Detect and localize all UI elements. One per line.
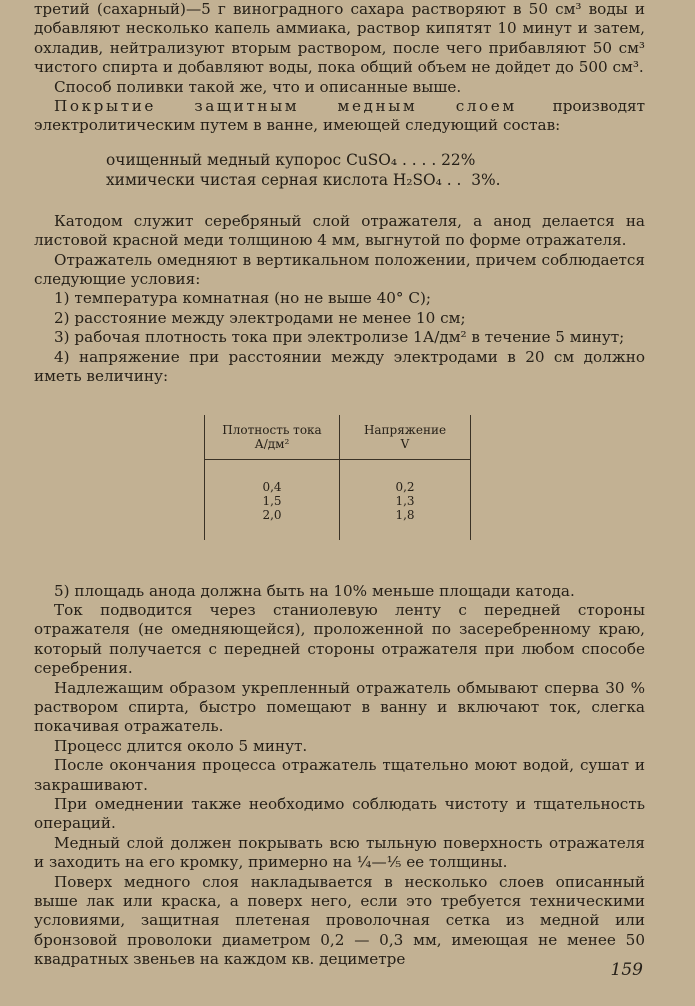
paragraph: После окончания процесса отражатель тщательно моют водой, сушат и закрашивают. <box>34 756 645 794</box>
table-header-voltage: Напряжение V <box>340 415 471 460</box>
list-item: 2) расстояние между электродами не менее 10 см; <box>54 308 466 327</box>
table-row <box>205 508 471 540</box>
paragraph: Катодом служит серебряный слой отражателя, а анод делается на листовой красной меди толщиною 4 мм, выгнутой по форме отражателя. <box>34 211 645 250</box>
table-row <box>205 494 471 508</box>
page-text <box>34 0 645 970</box>
list-item: 4) напряжение при расстоянии между электродами в 20 см должно иметь величину: <box>34 347 645 386</box>
paragraph: При омеднении также необходимо соблюдать чистоту и тщательность операций. <box>34 794 645 833</box>
paragraph: третий (сахарный)—5 г виноградного сахара растворяют в 50 см³ воды и добавляют несколько капель аммиака, раствор кипятят 10 минут и затем, охладив, нейтрализуют вторым раствором, после чего прибавляют 50 см³ чистого спирта и добавляют воды, пока общий объем не дойдет до 500 см³. <box>34 0 645 77</box>
voltage-cell: 1,8 <box>340 508 471 540</box>
table-header-density: Плотность тока А/дм² <box>205 415 340 460</box>
paragraph: Способ поливки такой же, что и описанные выше. <box>54 77 462 96</box>
lead-continuation: производят электролитическим путем в ванне, имеющей следующий состав: <box>34 97 645 135</box>
voltage-table <box>204 415 471 540</box>
spaced-lead: Покрытие защитным медным слоем <box>54 97 517 116</box>
paragraph: Медный слой должен покрывать всю тыльную поверхность отражателя и заходить на его кромку, примерно на ¼—⅕ ее толщины. <box>34 833 645 872</box>
paragraph: Отражатель омедняют в вертикальном положении, причем соблюдается следующие условия: <box>34 250 645 289</box>
paragraph <box>34 97 645 136</box>
density-cell: 0,4 <box>205 459 340 494</box>
density-cell: 2,0 <box>205 508 340 540</box>
paragraph: Ток подводится через станиолевую ленту с передней стороны отражателя (не омедняющейся), проложенной по засеребренному краю, который получается с передней стороны отражателя при любом способе серебрения. <box>34 600 645 678</box>
paragraph: Надлежащим образом укрепленный отражатель обмывают сперва 30 % раствором спирта, быстро помещают в ванну и включают ток, слегка покачивая отражатель. <box>34 678 645 736</box>
page-number: 159 <box>610 960 643 980</box>
voltage-cell: 1,3 <box>340 494 471 508</box>
formula-line: химически чистая серная кислота H₂SO₄ . . 3%. <box>106 170 501 189</box>
table-row <box>205 459 471 494</box>
paragraph: Поверх медного слоя накладывается в несколько слоев описанный выше лак или краска, а поверх него, если это требуется техническими условиями, защитная плетеная проволочная сетка из медной или бронзовой проволоки диаметром 0,2 — 0,3 мм, имеющая не менее 50 квадратных звеньев на каждом кв. дециметре <box>34 872 645 969</box>
formula-line: очищенный медный купорос CuSO₄ . . . . 22% <box>106 150 476 169</box>
voltage-table-wrap <box>204 415 645 540</box>
density-cell: 1,5 <box>205 494 340 508</box>
list-item: 3) рабочая плотность тока при электролизе 1А/дм² в течение 5 минут; <box>54 328 625 347</box>
list-item: 5) площадь анода должна быть на 10% меньше площади катода. <box>54 581 575 600</box>
list-item: 1) температура комнатная (но не выше 40° С); <box>54 289 432 308</box>
voltage-cell: 0,2 <box>340 459 471 494</box>
paragraph: Процесс длится около 5 минут. <box>54 736 308 755</box>
electrolyte-composition <box>106 150 645 190</box>
